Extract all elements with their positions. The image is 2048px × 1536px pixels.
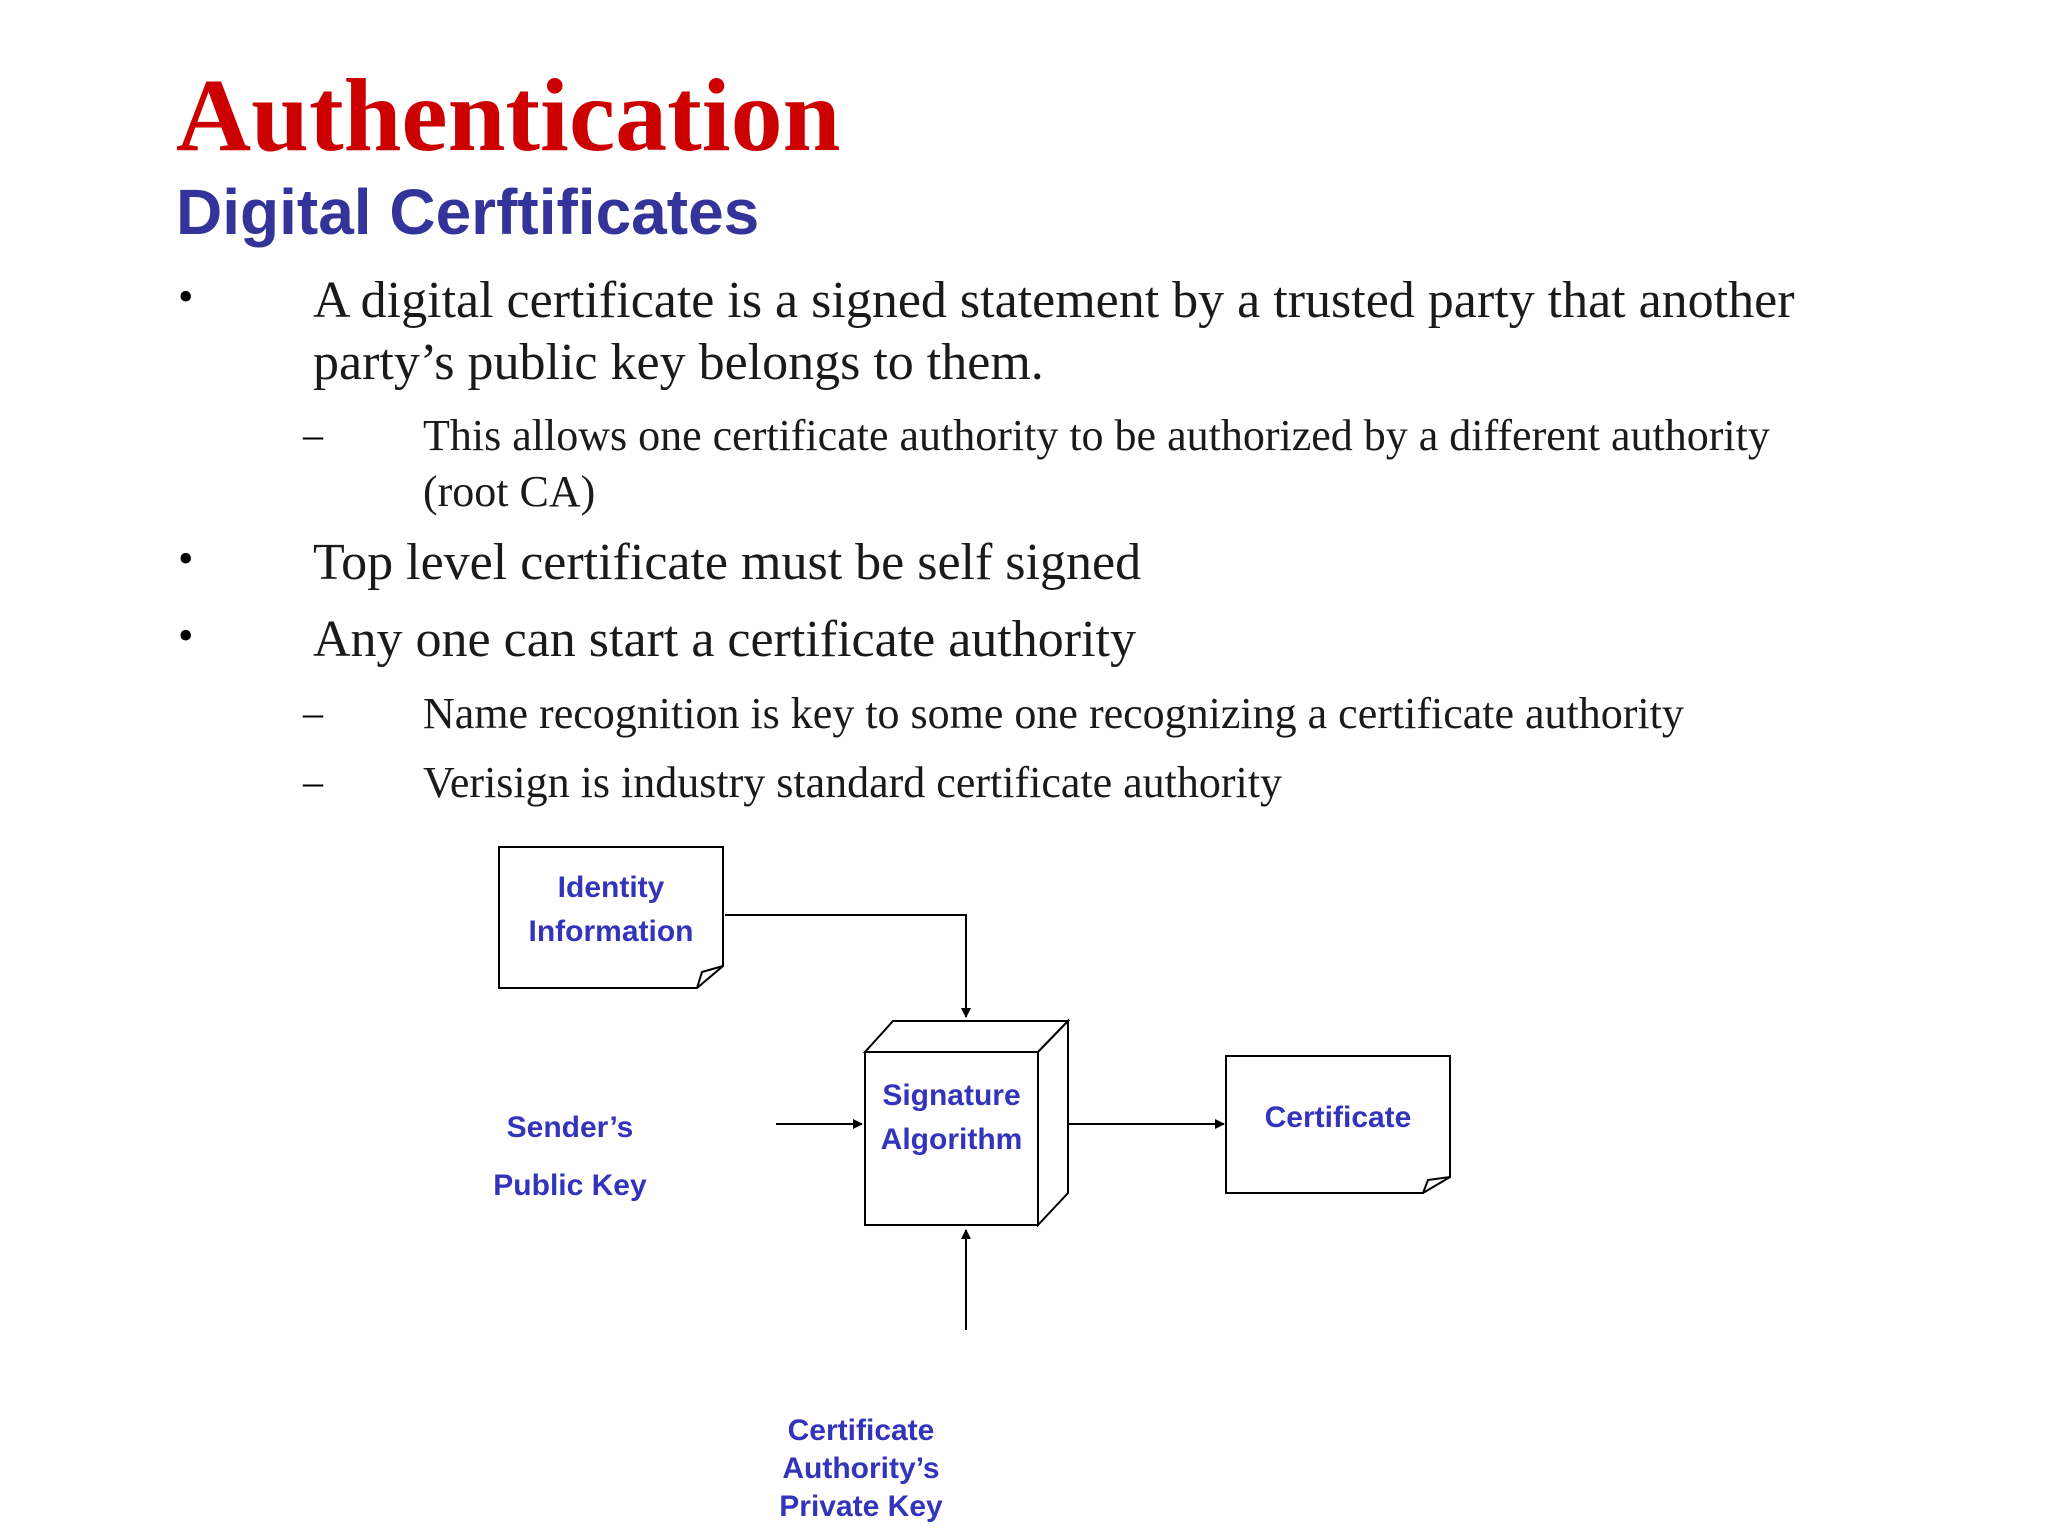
- bullet-1-sub-1-line-1: This allows one certificate authority to be authorized by a different authority: [423, 411, 1770, 460]
- arrow-identity-to-algorithm: [725, 915, 966, 1017]
- algorithm-label-line-1: Signature: [882, 1079, 1021, 1112]
- bullet-1-line-2: party’s public key belongs to them.: [313, 334, 1044, 391]
- identity-information-label: [509, 866, 713, 954]
- signature-algorithm-label: [865, 1074, 1038, 1162]
- ca-key-label-line-1: Certificate: [787, 1414, 935, 1447]
- algorithm-label-line-2: Algorithm: [880, 1123, 1023, 1156]
- dash-marker: –: [303, 759, 323, 804]
- algorithm-box-side: [1038, 1021, 1068, 1225]
- sender-label-line-2: Public Key: [493, 1169, 647, 1202]
- sender-label-line-1: Sender’s: [506, 1111, 634, 1144]
- dash-marker: –: [303, 690, 323, 735]
- slide-subtitle: Digital Cerftificates: [176, 176, 760, 248]
- ca-key-label-line-2: Authority’s: [782, 1452, 940, 1485]
- slide-title: Authentication: [176, 58, 841, 173]
- bullet-3-sub-1-text: Name recognition is key to some one recognizing a certificate authority: [423, 689, 1684, 738]
- bullet-marker: •: [178, 611, 194, 660]
- dash-marker: –: [303, 412, 323, 457]
- algorithm-box-top: [865, 1021, 1068, 1052]
- bullet-3-text: Any one can start a certificate authority: [313, 611, 1136, 668]
- identity-label-line-1: Identity: [557, 871, 665, 904]
- bullet-3-sub-2-text: Verisign is industry standard certificate authority: [423, 758, 1282, 807]
- bullet-marker: •: [178, 272, 194, 321]
- certificate-label: Certificate: [1264, 1101, 1412, 1134]
- identity-label-line-2: Information: [528, 915, 694, 948]
- bullet-marker: •: [178, 534, 194, 583]
- bullet-2-text: Top level certificate must be self signed: [313, 534, 1142, 591]
- ca-key-label-line-3: Private Key: [779, 1490, 943, 1523]
- bullet-1-sub-1-line-2: (root CA): [423, 467, 596, 516]
- sender-public-key-label: [460, 1099, 680, 1215]
- bullet-1-line-1: A digital certificate is a signed statement by a trusted party that another: [313, 272, 1795, 329]
- ca-private-key-label: [746, 1412, 976, 1526]
